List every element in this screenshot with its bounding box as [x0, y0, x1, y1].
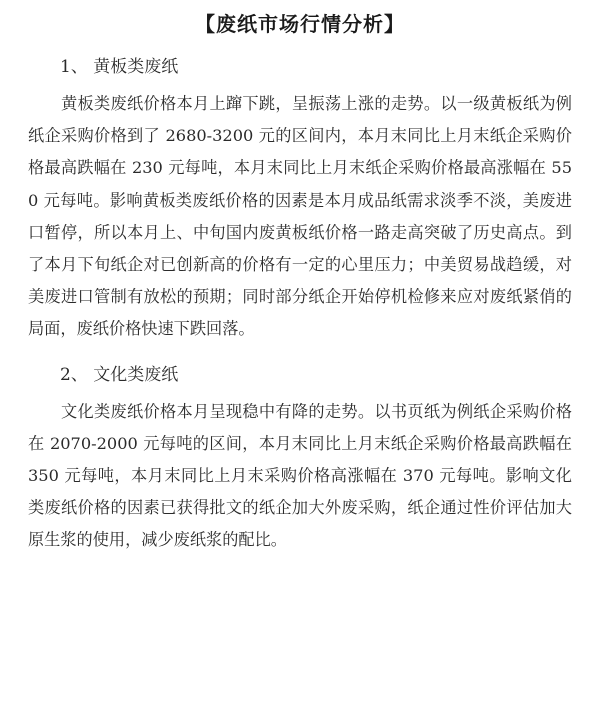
- document-title: 【废纸市场行情分析】: [195, 12, 405, 36]
- section-yellow-board: [28, 50, 572, 346]
- section-paragraph: 黄板类废纸价格本月上蹿下跳，呈振荡上涨的走势。以一级黄板纸为例纸企采购价格到了 2680-3200 元的区间内，本月末同比上月末纸企采购价格最高跌幅在 230 元每吨，本月末同比上月末纸企采购价格最高涨幅在 550 元每吨。影响黄板类废纸价格的因素是本月成品纸需求淡季不淡，美废进口暂停，所以本月上、中旬国内废黄板纸价格一路走高突破了历史高点。到了本月下旬纸企对已创新高的价格有一定的心里压力；中美贸易战趋缓，对美废进口管制有放松的预期；同时部分纸企开始停机检修来应对废纸紧俏的局面，废纸价格快速下跌回落。: [28, 94, 572, 339]
- section-paragraph: 文化类废纸价格本月呈现稳中有降的走势。以书页纸为例纸企采购价格在 2070-2000 元每吨的区间，本月末同比上月末纸企采购价格最高跌幅在 350 元每吨，本月末同比上月末采购价格高涨幅在 370 元每吨。影响文化类废纸价格的因素已获得批文的纸企加大外废采购，纸企通过性价评估加大原生浆的使用，减少废纸浆的配比。: [28, 401, 572, 550]
- section-heading: 2、 文化类废纸: [60, 364, 179, 385]
- section-culture-paper: [28, 358, 572, 557]
- section-heading: 1、 黄板类废纸: [60, 57, 179, 77]
